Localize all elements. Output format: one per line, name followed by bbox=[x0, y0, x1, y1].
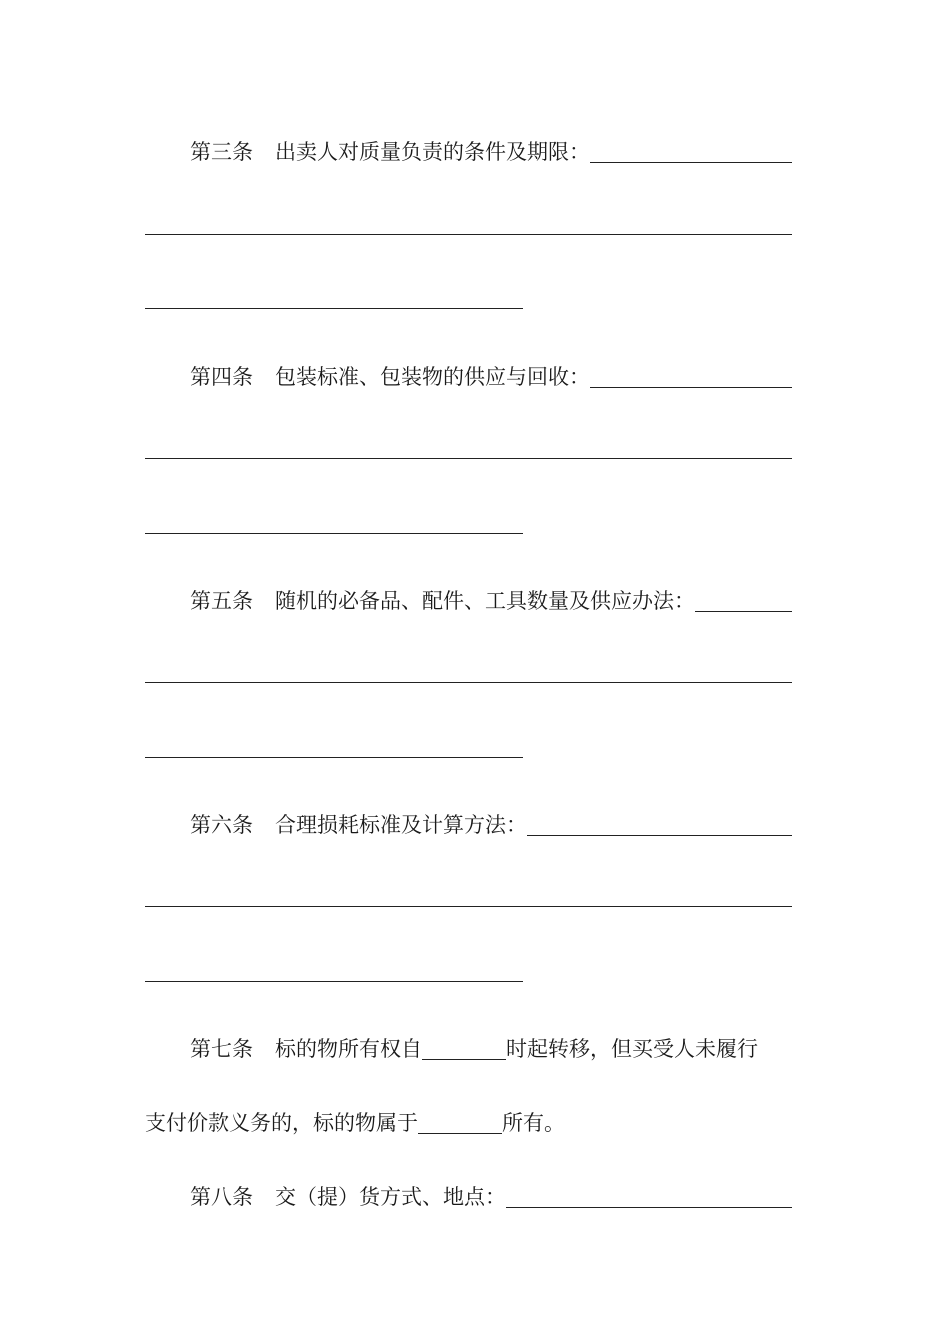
article-7-blank-2 bbox=[418, 1109, 502, 1134]
article-3-fill-line-1 bbox=[145, 234, 792, 235]
article-5-fill-line-2 bbox=[145, 757, 523, 758]
article-4 bbox=[190, 350, 792, 390]
article-8-blank bbox=[506, 1183, 792, 1208]
article-4-blank bbox=[590, 363, 792, 388]
article-7-text-a: 标的物所有权自 bbox=[275, 1037, 422, 1061]
article-6-blank bbox=[527, 811, 792, 836]
article-5-number: 第五条 bbox=[190, 589, 253, 613]
article-6-fill-line-2 bbox=[145, 981, 523, 982]
article-6-fill-line-1 bbox=[145, 906, 792, 907]
article-4-number: 第四条 bbox=[190, 365, 253, 389]
article-7-text-b: 时起转移，但买受人未履行 bbox=[506, 1037, 758, 1061]
article-5 bbox=[190, 574, 792, 614]
article-3 bbox=[190, 125, 792, 165]
article-5-text: 随机的必备品、配件、工具数量及供应办法： bbox=[275, 589, 695, 613]
article-4-text: 包装标准、包装物的供应与回收： bbox=[275, 365, 590, 389]
article-7-line2-text-a: 支付价款义务的，标的物属于 bbox=[145, 1111, 418, 1135]
article-4-fill-line-2 bbox=[145, 533, 523, 534]
article-8-text: 交（提）货方式、地点： bbox=[275, 1185, 506, 1209]
article-7-line2-text-b: 所有。 bbox=[502, 1111, 565, 1135]
article-6 bbox=[190, 798, 792, 838]
article-7-number: 第七条 bbox=[190, 1037, 253, 1061]
article-8-number: 第八条 bbox=[190, 1185, 253, 1209]
article-5-blank bbox=[695, 587, 792, 612]
article-7-line-2 bbox=[145, 1096, 792, 1136]
article-5-fill-line-1 bbox=[145, 682, 792, 683]
article-4-fill-line-1 bbox=[145, 458, 792, 459]
article-6-number: 第六条 bbox=[190, 813, 253, 837]
article-7-line-1 bbox=[190, 1022, 792, 1062]
article-3-blank bbox=[590, 138, 792, 163]
article-3-text: 出卖人对质量负责的条件及期限： bbox=[275, 140, 590, 164]
article-7-blank-1 bbox=[422, 1035, 506, 1060]
article-3-number: 第三条 bbox=[190, 140, 253, 164]
article-6-text: 合理损耗标准及计算方法： bbox=[275, 813, 527, 837]
article-3-fill-line-2 bbox=[145, 308, 523, 309]
article-8 bbox=[190, 1170, 792, 1210]
